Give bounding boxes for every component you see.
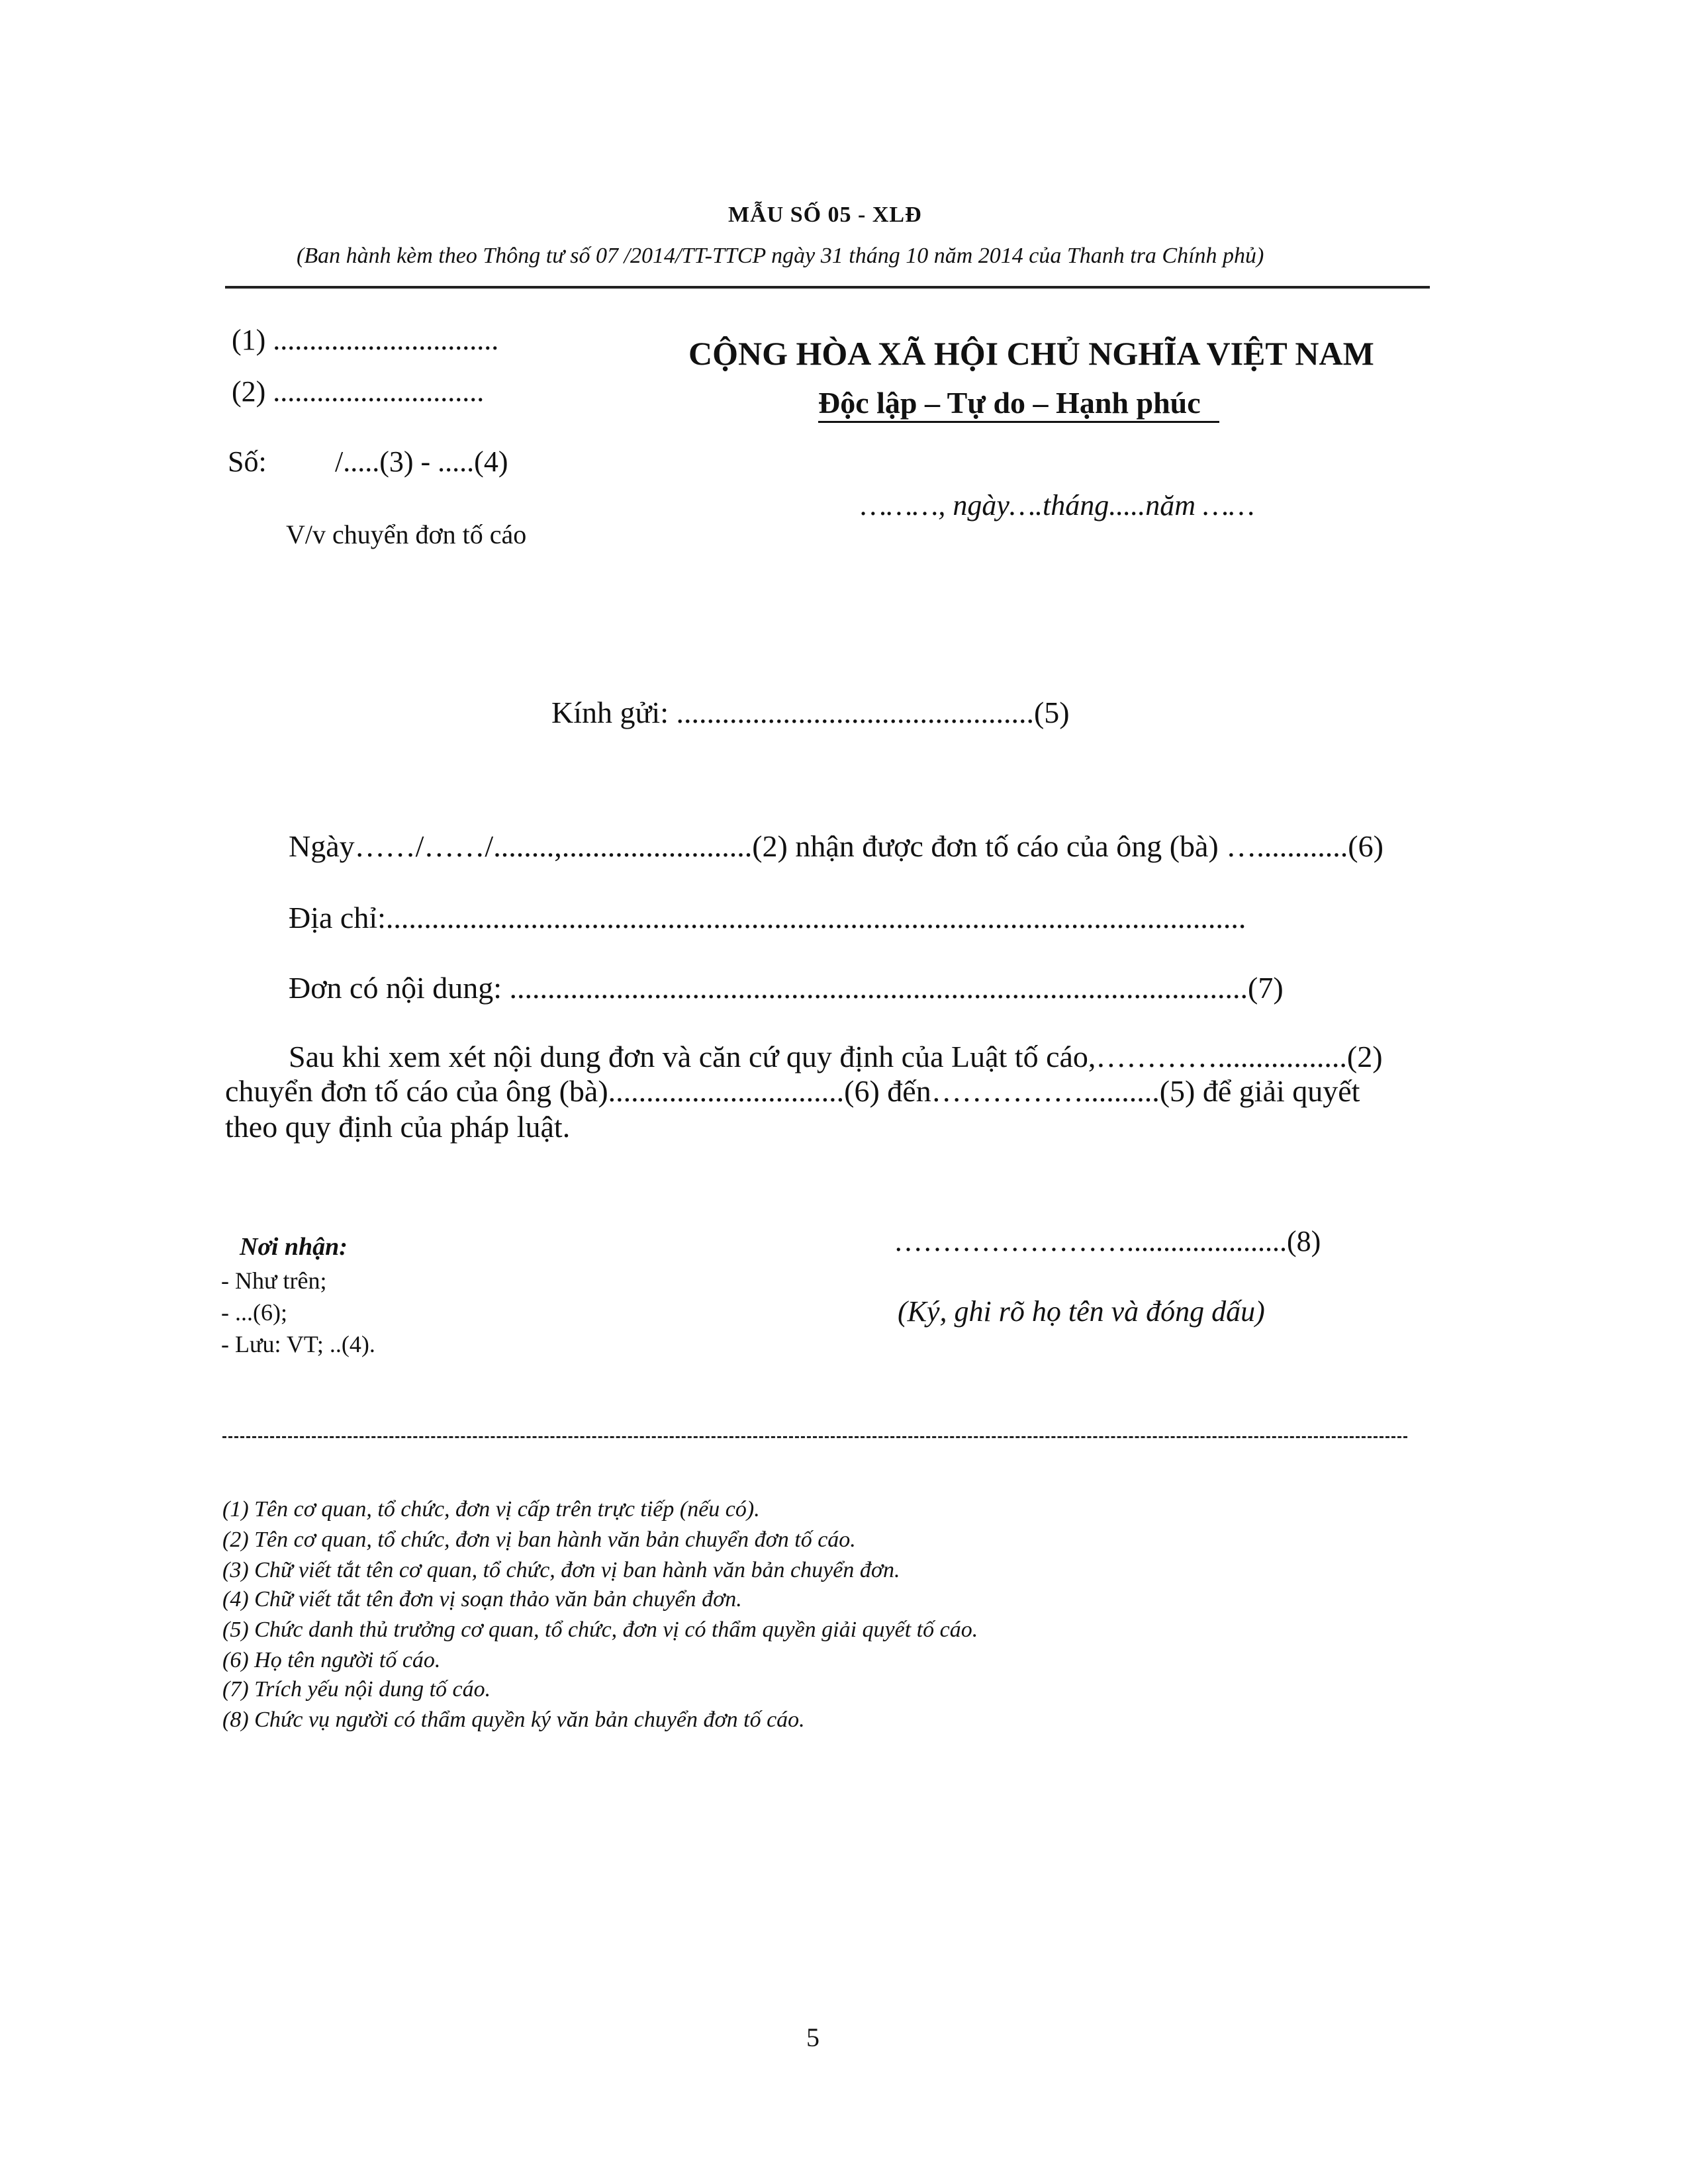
form-code: MẪU SỐ 05 - XLĐ [728, 203, 922, 227]
place-date-line: ………, ngày….tháng.....năm …… [861, 489, 1255, 522]
recipient-item: - Lưu: VT; ..(4). [221, 1331, 375, 1357]
addressee-line: Kính gửi: ...............................................(5) [551, 696, 1070, 729]
footnote-divider [222, 1436, 1407, 1438]
content-line: Đơn có nội dung: .................................................................................................(7) [289, 971, 1284, 1005]
signature-note: (Ký, ghi rõ họ tên và đóng dấu) [898, 1295, 1265, 1328]
footnote-item: (6) Họ tên người tố cáo. [222, 1648, 441, 1672]
footnote-item: (5) Chức danh thủ trưởng cơ quan, tổ chức, đơn vị có thẩm quyền giải quyết tố cáo. [222, 1617, 978, 1642]
footnote-item: (8) Chức vụ người có thẩm quyền ký văn bản chuyển đơn tố cáo. [222, 1707, 805, 1732]
header-rule [225, 286, 1430, 289]
footnote-item: (2) Tên cơ quan, tổ chức, đơn vị ban hành văn bản chuyển đơn tố cáo. [222, 1527, 856, 1552]
footnote-item: (3) Chữ viết tắt tên cơ quan, tổ chức, đơn vị ban hành văn bản chuyển đơn. [222, 1558, 900, 1582]
footnote-item: (4) Chữ viết tắt tên đơn vị soạn thảo văn bản chuyển đơn. [222, 1587, 742, 1612]
signer-title: ……………………......................(8) [894, 1225, 1321, 1257]
subject-line: V/v chuyển đơn tố cáo [286, 520, 527, 549]
paragraph-line-3: theo quy định của pháp luật. [225, 1110, 571, 1144]
agency-line-2: (2) ............................. [232, 375, 485, 408]
received-date-line: Ngày……/……/........,.........................(2) nhận được đơn tố cáo của ông (bà) …............(6) [289, 829, 1383, 863]
document-number-label: Số: [228, 445, 267, 478]
recipient-item: - ...(6); [221, 1299, 287, 1326]
issued-by-note: (Ban hành kèm theo Thông tư số 07 /2014/TT-TTCP ngày 31 tháng 10 năm 2014 của Thanh tra Chính phủ) [297, 244, 1264, 268]
address-line: Địa chỉ:................................................................................................................. [289, 901, 1246, 934]
document-number-value: /.....(3) - .....(4) [335, 445, 508, 478]
footnote-item: (7) Trích yếu nội dung tố cáo. [222, 1677, 491, 1702]
footnote-item: (1) Tên cơ quan, tổ chức, đơn vị cấp trên trực tiếp (nếu có). [222, 1497, 760, 1522]
recipient-item: - Như trên; [221, 1267, 327, 1294]
national-motto: Độc lập – Tự do – Hạnh phúc [818, 386, 1201, 420]
agency-line-1: (1) ............................... [232, 324, 499, 356]
motto-underline [818, 421, 1219, 423]
paragraph-line-1: Sau khi xem xét nội dung đơn và căn cứ quy định của Luật tố cáo,………….................(2) [289, 1040, 1383, 1073]
page-number: 5 [806, 2023, 820, 2052]
national-title: CỘNG HÒA XÃ HỘI CHỦ NGHĨA VIỆT NAM [688, 335, 1374, 372]
recipients-title: Nơi nhận: [240, 1233, 348, 1261]
paragraph-line-2: chuyển đơn tố cáo của ông (bà)...............................(6) đến……………..........(5) để giải quyết [225, 1074, 1360, 1108]
